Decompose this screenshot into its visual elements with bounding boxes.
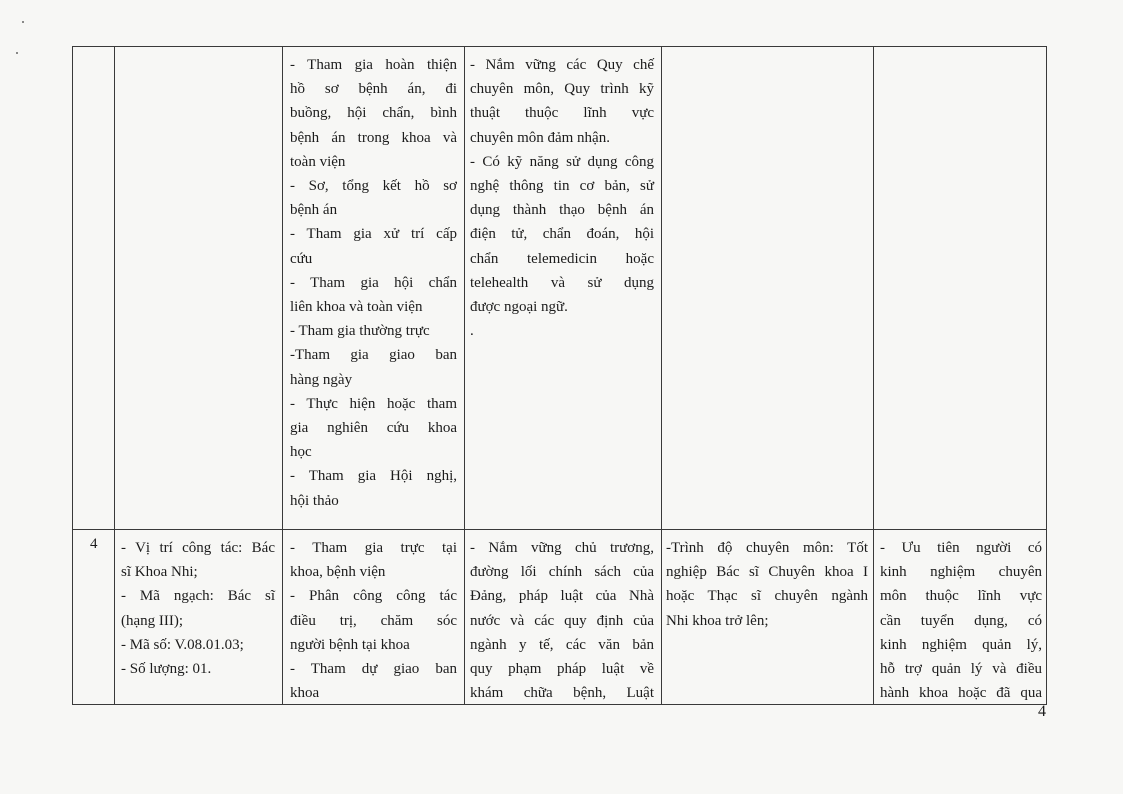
text-line: đường lối chính sách của (470, 564, 654, 581)
text-line: - Số lượng: 01. (121, 661, 212, 678)
text-line: học (290, 444, 312, 461)
text-line: telehealth và sử dụng (470, 274, 654, 291)
column-divider (464, 47, 465, 704)
column-divider (873, 47, 874, 704)
text-line: - Có kỹ năng sử dụng công (470, 153, 654, 170)
text-line: - Mã số: V.08.01.03; (121, 636, 244, 653)
column-divider (114, 47, 115, 704)
text-line: toàn viện (290, 153, 346, 170)
recruitment-table (72, 46, 1047, 705)
text-line: -Tham gia giao ban (290, 347, 457, 364)
text-line: dụng thành thạo bệnh án (470, 202, 654, 219)
text-line: hồ sơ bệnh án, đi (290, 81, 457, 98)
row-2-competencies-cell (470, 536, 654, 705)
text-line: ngành y tế, các văn bản (470, 636, 654, 653)
text-line: hành khoa hoặc đã qua (880, 685, 1042, 702)
text-line: - Mã ngạch: Bác sĩ (121, 588, 275, 605)
text-line: nghệ thông tin cơ bản, sử (470, 178, 654, 195)
text-line: - Nắm vững chủ trương, (470, 540, 654, 556)
text-line: điều trị, chăm sóc (290, 612, 457, 629)
text-line: cần tuyển dụng, có (880, 612, 1042, 629)
text-line: điện tử, chẩn đoán, hội (470, 226, 654, 243)
text-line: gia nghiên cứu khoa (290, 420, 457, 437)
text-line: hội thảo (290, 492, 339, 509)
text-line: cứu (290, 250, 313, 267)
text-line: - Thực hiện hoặc tham (290, 395, 457, 412)
text-line: được ngoại ngữ. (470, 299, 568, 316)
text-line: khám chữa bệnh, Luật (470, 685, 654, 702)
text-line: chẩn telemedicin hoặc (470, 250, 654, 267)
text-line: - Tham gia hội chẩn (290, 274, 457, 291)
row-2-requirements-cell (666, 536, 868, 633)
text-line: - Tham gia xử trí cấp (290, 226, 457, 243)
text-line: khoa, bệnh viện (290, 564, 386, 581)
text-line: kinh nghiệm chuyên (880, 564, 1042, 581)
text-line: chuyên môn đảm nhận. (470, 129, 610, 146)
text-line: chuyên môn, Quy trình kỹ (470, 81, 654, 98)
text-line: bệnh án (290, 202, 338, 219)
row-2-duties-cell (290, 536, 457, 705)
text-line: thuật thuộc lĩnh vực (470, 105, 654, 122)
text-line: - Tham dự giao ban (290, 661, 457, 678)
text-line: khoa (290, 685, 320, 702)
text-line: - Tham gia hoàn thiện (290, 57, 457, 73)
text-line: hoặc Thạc sĩ chuyên ngành (666, 588, 868, 605)
text-line: hàng ngày (290, 371, 353, 388)
text-line: - Phân công công tác (290, 588, 457, 605)
text-line: - Ưu tiên người có (880, 540, 1042, 556)
text-line: - Vị trí công tác: Bác (121, 540, 275, 556)
scan-speck (22, 21, 24, 23)
text-line: hỗ trợ quản lý và điều (880, 661, 1042, 678)
row-2-position-cell (121, 536, 275, 681)
column-divider (661, 47, 662, 704)
text-line: môn thuộc lĩnh vực (880, 588, 1042, 605)
text-line: - Nắm vững các Quy chế (470, 57, 654, 73)
text-line: bệnh án trong khoa và (290, 129, 457, 146)
text-line: kinh nghiệm quản lý, (880, 636, 1042, 653)
text-line: Đảng, pháp luật của Nhà (470, 588, 654, 605)
text-line: quy phạm pháp luật về (470, 661, 654, 678)
text-line: -Trình độ chuyên môn: Tốt (666, 540, 868, 556)
text-line: nghiệp Bác sĩ Chuyên khoa I (666, 564, 868, 581)
row-1-duties-cell (290, 53, 457, 513)
text-line: liên khoa và toàn viện (290, 299, 423, 316)
text-line: - Tham gia Hội nghị, (290, 468, 457, 485)
row-2-priority-cell (880, 536, 1042, 705)
text-line: sĩ Khoa Nhi; (121, 564, 198, 581)
text-line: người bệnh tại khoa (290, 636, 410, 653)
text-line: - Sơ, tổng kết hồ sơ (290, 178, 457, 195)
text-line: buồng, hội chẩn, bình (290, 105, 457, 122)
text-line: Nhi khoa trở lên; (666, 612, 769, 629)
row-divider (73, 529, 1046, 530)
text-line: (hạng III); (121, 612, 184, 629)
scan-speck (16, 52, 18, 54)
text-line: nước và các quy định của (470, 612, 654, 629)
page-number: 4 (1038, 703, 1046, 720)
text-line: - Tham gia thường trực (290, 323, 430, 340)
row-2-stt: 4 (90, 536, 98, 552)
text-line: - Tham gia trực tại (290, 540, 457, 556)
row-1-competencies-cell (470, 53, 654, 343)
column-divider (282, 47, 283, 704)
text-line: . (470, 323, 474, 340)
